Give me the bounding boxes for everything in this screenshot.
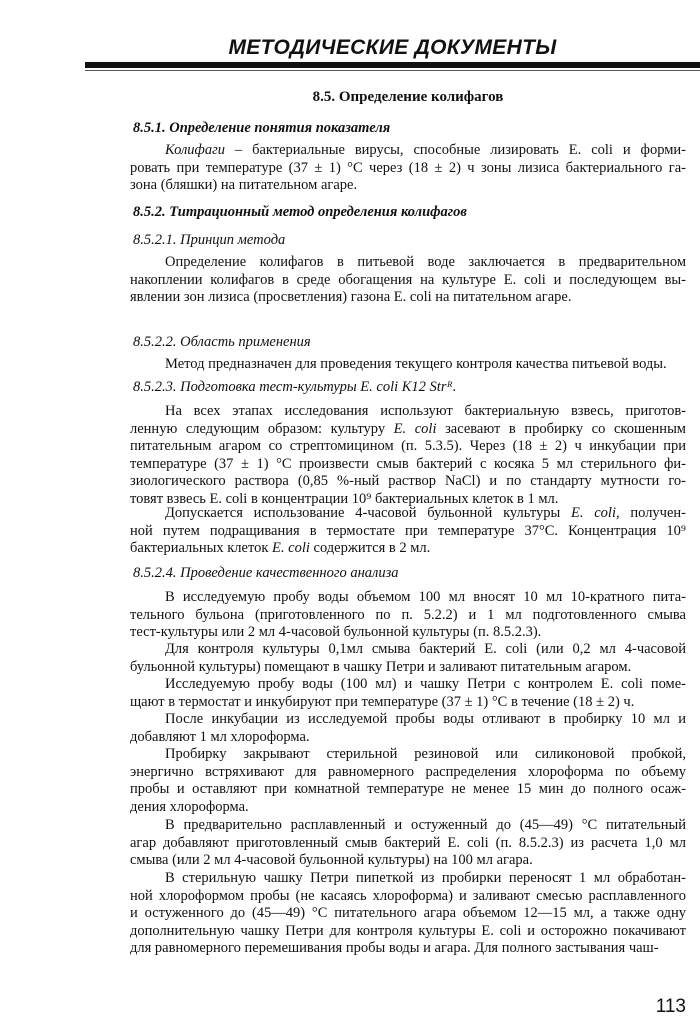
header-rule-thick (85, 62, 700, 68)
paragraph-line: явлении зон лизиса (просветления) газона E. coli на питательном агаре. (130, 289, 572, 306)
paragraph-line: добавляют 1 мл хлороформа. (130, 728, 310, 745)
paragraph-line: накоплении колифагов в среде обогащения на культуре E. coli и последующем вы- (130, 271, 686, 288)
paragraph-line: энергично встряхивают для равномерного распределения хлороформа по объему (130, 763, 686, 780)
paragraph-line: Для контроля культуры 0,1мл смыва бактерий E. coli (или 0,2 мл 4-часовой (165, 641, 686, 657)
text-run: содержится в 2 мл. (309, 540, 431, 557)
paragraph-line: тест-культуры или 2 мл 4-часовой бульонной культуры (п. 8.5.2.3). (130, 624, 542, 641)
clause-heading: 8.5.2.4. Проведение качественного анализа (133, 565, 399, 581)
paragraph-line: пробы и оставляют при комнатной температуре не менее 15 мин до полного осаж- (130, 781, 686, 798)
paragraph-line (130, 420, 686, 438)
paragraph-line: ной хлороформом пробы (не касаясь хлороформа) и заливают смесью расплавленного (130, 887, 686, 904)
clause-heading: 8.5.2.1. Принцип метода (133, 232, 286, 248)
paragraph-line (165, 504, 686, 522)
paragraph-line: Исследуемую пробу воды (100 мл) и чашку Петри с контролем E. coli поме- (165, 676, 686, 692)
paragraph-line: зона (бляшки) на питательном агаре. (130, 177, 358, 194)
section-heading: 8.5. Определение колифагов (312, 89, 504, 105)
paragraph-line: дополнительную чашку Петри для контроля культуры E. coli и осторожно покачивают (130, 922, 686, 939)
paragraph-line: бульонной культуры) помещают в чашку Петри и заливают питательным агаром. (130, 658, 632, 675)
paragraph-line: питательным агаром со стрептомицином (п. 5.3.5). Через (18 ± 2) ч инкубации при (130, 438, 686, 455)
header-rule-thin (85, 70, 700, 71)
text-run: засевают в пробирку со скошенным (436, 420, 686, 437)
paragraph-line: Пробирку закрывают стерильной резиновой или силиконовой пробкой, (165, 746, 686, 762)
clause-heading: 8.5.2.3. Подготовка тест-культуры E. coli K12 Strᴿ. (133, 379, 457, 395)
paragraph-line (165, 141, 686, 159)
italic-text: E. coli (393, 420, 437, 437)
paragraph-line: В стерильную чашку Петри пипеткой из пробирки переносят 1 мл обработан- (165, 870, 686, 886)
text-run: Допускается использование 4-часовой бульонной культуры (165, 505, 571, 521)
subsection-heading: 8.5.1. Определение понятия показателя (133, 120, 391, 136)
paragraph-line: и остуженного до (45—49) °С питательного агара объемом 12—15 мл, а также одну (130, 905, 686, 922)
paragraph-line: Метод предназначен для проведения текущего контроля качества питьевой воды. (165, 356, 667, 372)
italic-text: Колифаги (165, 142, 225, 158)
paragraph-line: смыва (или 2 мл 4-часовой бульонной культуры) на 100 мл агара. (130, 852, 533, 869)
running-header-title: МЕТОДИЧЕСКИЕ ДОКУМЕНТЫ (228, 36, 557, 59)
text-run: получен- (619, 505, 686, 521)
paragraph-line: На всех этапах исследования используют бактериальную взвесь, приготов- (165, 403, 686, 419)
paragraph-line: дения хлороформа. (130, 798, 249, 815)
subsection-heading: 8.5.2. Титрационный метод определения колифагов (133, 204, 467, 220)
paragraph-line: тельного бульона (приготовленного по п. 5.2.2) и 1 мл подготовленного смыва (130, 606, 686, 623)
paragraph-line: температуре (37 ± 1) °С произвести смыв бактерий с косяка 5 мл стерильного фи- (130, 455, 686, 472)
paragraph-line: Определение колифагов в питьевой воде заключается в предварительном (165, 254, 686, 270)
paragraph-line (130, 539, 686, 557)
paragraph-line: После инкубации из исследуемой пробы воды отливают в пробирку 10 мл и (165, 711, 686, 727)
italic-text: E. coli (272, 540, 310, 557)
paragraph-line: агар добавляют приготовленный смыв бактерий E. coli (п. 8.5.2.3) из расчета 1,0 мл (130, 834, 686, 851)
clause-heading: 8.5.2.2. Область применения (133, 334, 311, 350)
text-run: – бактериальные вирусы, способные лизировать E. coli и форми- (225, 142, 686, 158)
paragraph-line: В исследуемую пробу воды объемом 100 мл вносят 10 мл 10-кратного пита- (165, 589, 686, 605)
page-number: 113 (655, 996, 686, 1017)
paragraph-line: щают в термостат и инкубируют при температуре (37 ± 1) °С в течение (18 ± 2) ч. (130, 693, 635, 710)
paragraph-line: ровать при температуре (37 ± 1) °С через (18 ± 2) ч зоны лизиса бактериального га- (130, 159, 686, 176)
paragraph-line: зиологического раствора (0,85 %-ный раствор NaCl) и по стандарту мутности го- (130, 473, 686, 490)
text-run: ленную следующим образом: культуру (130, 420, 394, 437)
italic-text: E. coli, (570, 505, 620, 521)
paragraph-line: В предварительно расплавленный и остуженный до (45—49) °С питательный (165, 817, 686, 833)
paragraph-line: товят взвесь E. coli в концентрации 10⁹ бактериальных клеток в 1 мл. (130, 490, 559, 507)
paragraph-line: для равномерного перемешивания пробы воды и агара. Для полного застывания чаш- (130, 940, 659, 957)
paragraph-line: ной путем подращивания в термостате при температуре 37°С. Концентрация 10⁹ (130, 522, 686, 539)
text-run: бактериальных клеток (130, 540, 273, 557)
